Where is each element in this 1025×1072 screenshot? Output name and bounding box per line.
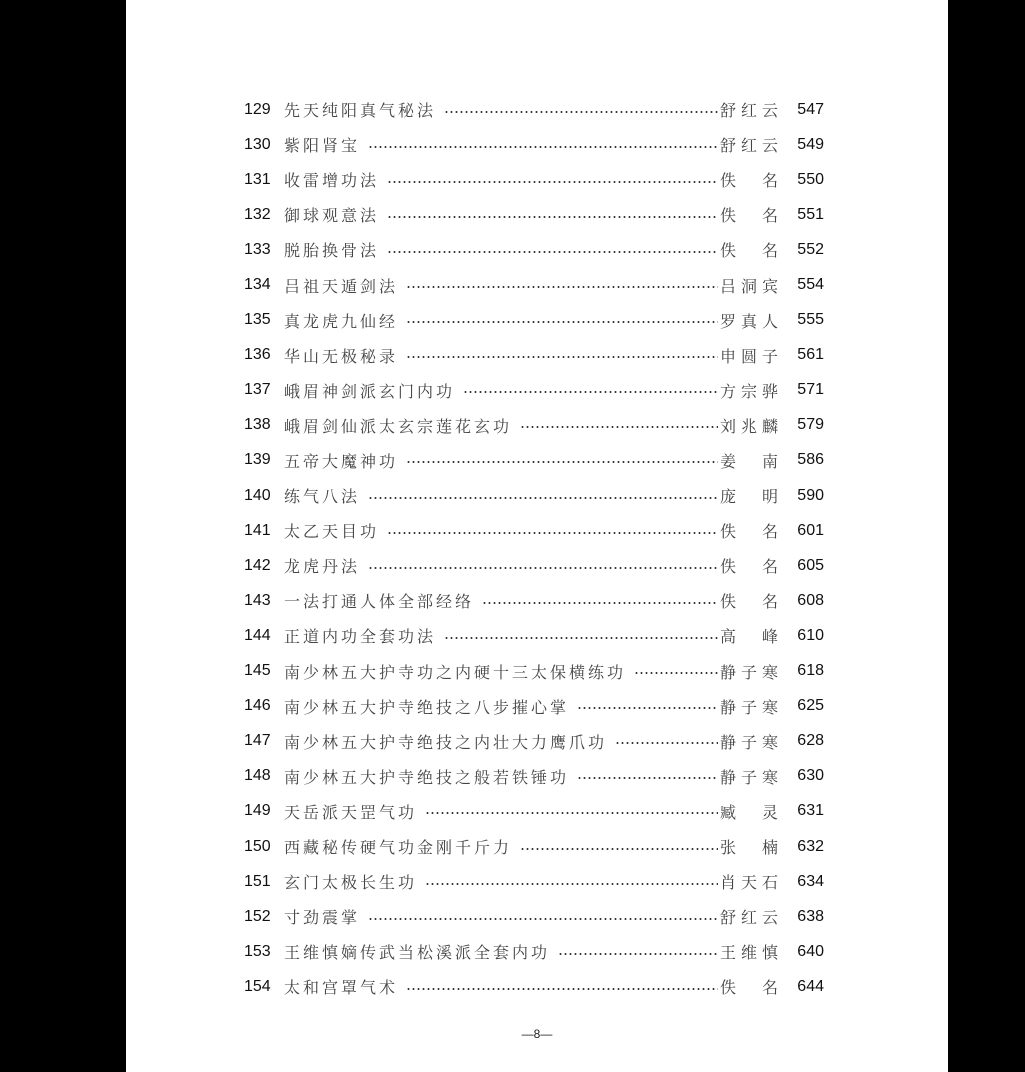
dot-leader [406,321,718,323]
author-char: 石 [761,873,778,893]
dot-leader [387,251,718,253]
author-char: 佚 [720,206,737,226]
entry-author [720,274,778,297]
toc-entry[interactable] [244,478,824,513]
document-page [126,0,948,1072]
entry-title: 紫阳肾宝 [284,136,361,156]
author-char: 人 [761,311,778,331]
entry-title: 练气八法 [284,487,361,507]
toc-entry[interactable] [244,303,824,338]
author-char: 真 [740,311,757,331]
author-char: 名 [761,241,778,261]
dot-leader [387,216,718,218]
entry-author [720,309,778,332]
author-char: 静 [720,697,737,717]
author-char: 张 [720,838,737,858]
entry-author [720,800,778,823]
entry-page-number: 634 [797,872,824,890]
entry-title: 峨眉神剑派玄门内功 [284,381,456,401]
toc-entry[interactable] [244,899,824,934]
author-char: 舒 [720,908,737,928]
entry-author [720,940,778,963]
entry-title: 南少林五大护寺功之内硬十三太保横练功 [284,662,627,682]
author-char: 寒 [761,697,778,717]
toc-entry[interactable] [244,794,824,829]
entry-title: 太和宫罩气术 [284,978,399,998]
entry-title: 玄门太极长生功 [284,873,418,893]
toc-entry[interactable] [244,829,824,864]
entry-number: 145 [244,662,271,680]
author-char: 罗 [720,311,737,331]
entry-page-number: 551 [797,205,824,223]
toc-entry[interactable] [244,969,824,1004]
entry-title: 天岳派天罡气功 [284,802,418,822]
toc-entry[interactable] [244,618,824,653]
author-char: 寒 [761,662,778,682]
entry-number: 146 [244,697,271,715]
toc-entry[interactable] [244,267,824,302]
dot-leader [577,707,718,709]
entry-number: 142 [244,556,271,574]
entry-page-number: 552 [797,240,824,258]
author-char: 红 [740,908,757,928]
author-char: 子 [740,767,757,787]
author-char: 佚 [720,557,737,577]
author-char: 骅 [761,381,778,401]
author-char: 佚 [720,592,737,612]
entry-title: 先天纯阳真气秘法 [284,101,437,121]
toc-entry[interactable] [244,338,824,373]
entry-title: 南少林五大护寺绝技之般若铁锤功 [284,767,570,787]
author-char: 佚 [720,978,737,998]
dot-leader [425,883,718,885]
dot-leader [406,356,718,358]
author-char: 明 [761,487,778,507]
entry-title: 收雷增功法 [284,171,380,191]
toc-entry[interactable] [244,654,824,689]
dot-leader [615,742,718,744]
entry-page-number: 638 [797,907,824,925]
author-char: 麟 [761,416,778,436]
entry-title: 峨眉剑仙派太玄宗莲花玄功 [284,416,513,436]
toc-entry[interactable] [244,162,824,197]
entry-page-number: 628 [797,732,824,750]
author-char: 臧 [720,802,737,822]
entry-number: 148 [244,767,271,785]
toc-entry[interactable] [244,724,824,759]
author-char: 南 [761,451,778,471]
entry-author [720,449,778,472]
author-char: 姜 [720,451,737,471]
entry-page-number: 579 [797,416,824,434]
entry-number: 136 [244,346,271,364]
dot-leader [387,532,718,534]
toc-entry[interactable] [244,689,824,724]
author-char: 寒 [761,732,778,752]
toc-entry[interactable] [244,127,824,162]
dot-leader [463,391,718,393]
toc-entry[interactable] [244,934,824,969]
author-char: 灵 [761,802,778,822]
toc-entry[interactable] [244,232,824,267]
entry-title: 南少林五大护寺绝技之八步摧心掌 [284,697,570,717]
dot-leader [482,602,718,604]
entry-number: 133 [244,240,271,258]
entry-number: 131 [244,170,271,188]
entry-page-number: 601 [797,521,824,539]
entry-title: 龙虎丹法 [284,557,361,577]
author-char: 慎 [761,943,778,963]
dot-leader [520,848,718,850]
entry-title: 真龙虎九仙经 [284,311,399,331]
entry-number: 144 [244,626,271,644]
author-char: 圆 [740,346,757,366]
dot-leader [387,181,718,183]
entry-author [720,133,778,156]
entry-page-number: 644 [797,977,824,995]
entry-author [720,975,778,998]
entry-page-number: 571 [797,381,824,399]
dot-leader [444,111,718,113]
author-char: 方 [720,381,737,401]
entry-page-number: 625 [797,697,824,715]
entry-author [720,203,778,226]
dot-leader [425,812,718,814]
author-char: 名 [761,522,778,542]
entry-page-number: 605 [797,556,824,574]
dot-leader [444,637,718,639]
entry-author [720,519,778,542]
dot-leader [577,777,718,779]
entry-number: 132 [244,205,271,223]
entry-title: 寸劲震掌 [284,908,361,928]
author-char: 红 [740,136,757,156]
entry-title: 正道内功全套功法 [284,627,437,647]
author-char: 申 [720,346,737,366]
author-char: 子 [740,662,757,682]
entry-page-number: 555 [797,311,824,329]
author-char: 寒 [761,767,778,787]
entry-page-number: 550 [797,170,824,188]
author-char: 静 [720,662,737,682]
entry-title: 太乙天目功 [284,522,380,542]
entry-number: 129 [244,100,271,118]
author-char: 天 [740,873,757,893]
entry-page-number: 632 [797,837,824,855]
author-char: 洞 [740,276,757,296]
entry-author [720,835,778,858]
entry-author [720,905,778,928]
entry-page-number: 610 [797,626,824,644]
entry-number: 143 [244,591,271,609]
page-number-footer: —8— [521,1027,553,1041]
entry-author [720,589,778,612]
dot-leader [406,286,718,288]
entry-title: 五帝大魔神功 [284,451,399,471]
dot-leader [368,497,718,499]
author-char: 舒 [720,136,737,156]
author-char: 红 [740,101,757,121]
toc-entry[interactable] [244,864,824,899]
dot-leader [634,672,718,674]
entry-page-number: 630 [797,767,824,785]
author-char: 云 [761,101,778,121]
dot-leader [406,461,718,463]
entry-number: 130 [244,135,271,153]
entry-page-number: 608 [797,591,824,609]
author-char: 庞 [720,487,737,507]
author-char: 兆 [740,416,757,436]
toc-entry[interactable] [244,513,824,548]
dot-leader [368,918,718,920]
entry-number: 140 [244,486,271,504]
entry-author [720,344,778,367]
author-char: 佚 [720,522,737,542]
entry-author [720,168,778,191]
author-char: 子 [740,697,757,717]
author-char: 名 [761,978,778,998]
entry-number: 134 [244,276,271,294]
toc-entry[interactable] [244,197,824,232]
toc-entry[interactable] [244,548,824,583]
author-char: 宾 [761,276,778,296]
author-char: 静 [720,732,737,752]
entry-page-number: 554 [797,276,824,294]
toc-entry[interactable] [244,92,824,127]
entry-title: 西藏秘传硬气功金刚千斤力 [284,838,513,858]
entry-title: 华山无极秘录 [284,346,399,366]
entry-title: 一法打通人体全部经络 [284,592,475,612]
author-char: 子 [740,732,757,752]
author-char: 云 [761,908,778,928]
entry-page-number: 640 [797,942,824,960]
entry-author [720,695,778,718]
author-char: 肖 [720,873,737,893]
entry-number: 151 [244,872,271,890]
author-char: 宗 [740,381,757,401]
author-char: 刘 [720,416,737,436]
toc-entry[interactable] [244,373,824,408]
entry-number: 154 [244,977,271,995]
entry-page-number: 549 [797,135,824,153]
entry-number: 139 [244,451,271,469]
entry-author [720,730,778,753]
entry-number: 152 [244,907,271,925]
dot-leader [406,988,718,990]
entry-author [720,660,778,683]
author-char: 佚 [720,171,737,191]
author-char: 名 [761,592,778,612]
table-of-contents [244,92,824,1004]
entry-page-number: 590 [797,486,824,504]
author-char: 峰 [761,627,778,647]
entry-author [720,484,778,507]
author-char: 吕 [720,276,737,296]
author-char: 高 [720,627,737,647]
entry-page-number: 547 [797,100,824,118]
author-char: 云 [761,136,778,156]
toc-entry[interactable] [244,759,824,794]
entry-number: 150 [244,837,271,855]
entry-number: 147 [244,732,271,750]
author-char: 名 [761,171,778,191]
author-char: 名 [761,206,778,226]
entry-author [720,870,778,893]
entry-number: 141 [244,521,271,539]
entry-author [720,554,778,577]
entry-page-number: 586 [797,451,824,469]
entry-author [720,379,778,402]
author-char: 佚 [720,241,737,261]
toc-entry[interactable] [244,443,824,478]
author-char: 静 [720,767,737,787]
entry-author [720,98,778,121]
entry-title: 脱胎换骨法 [284,241,380,261]
entry-author [720,414,778,437]
entry-title: 南少林五大护寺绝技之内壮大力鹰爪功 [284,732,608,752]
author-char: 名 [761,557,778,577]
dot-leader [520,426,718,428]
author-char: 楠 [761,838,778,858]
author-char: 舒 [720,101,737,121]
toc-entry[interactable] [244,408,824,443]
entry-number: 138 [244,416,271,434]
author-char: 子 [761,346,778,366]
entry-number: 137 [244,381,271,399]
entry-title: 吕祖天遁剑法 [284,276,399,296]
dot-leader [558,953,718,955]
author-char: 王 [720,943,737,963]
author-char: 维 [740,943,757,963]
entry-number: 149 [244,802,271,820]
entry-author [720,238,778,261]
entry-page-number: 631 [797,802,824,820]
entry-number: 135 [244,311,271,329]
toc-entry[interactable] [244,583,824,618]
entry-number: 153 [244,942,271,960]
entry-title: 御球观意法 [284,206,380,226]
dot-leader [368,567,718,569]
dot-leader [368,146,718,148]
entry-page-number: 561 [797,346,824,364]
entry-title: 王维慎嫡传武当松溪派全套内功 [284,943,551,963]
entry-author [720,765,778,788]
entry-author [720,624,778,647]
entry-page-number: 618 [797,662,824,680]
